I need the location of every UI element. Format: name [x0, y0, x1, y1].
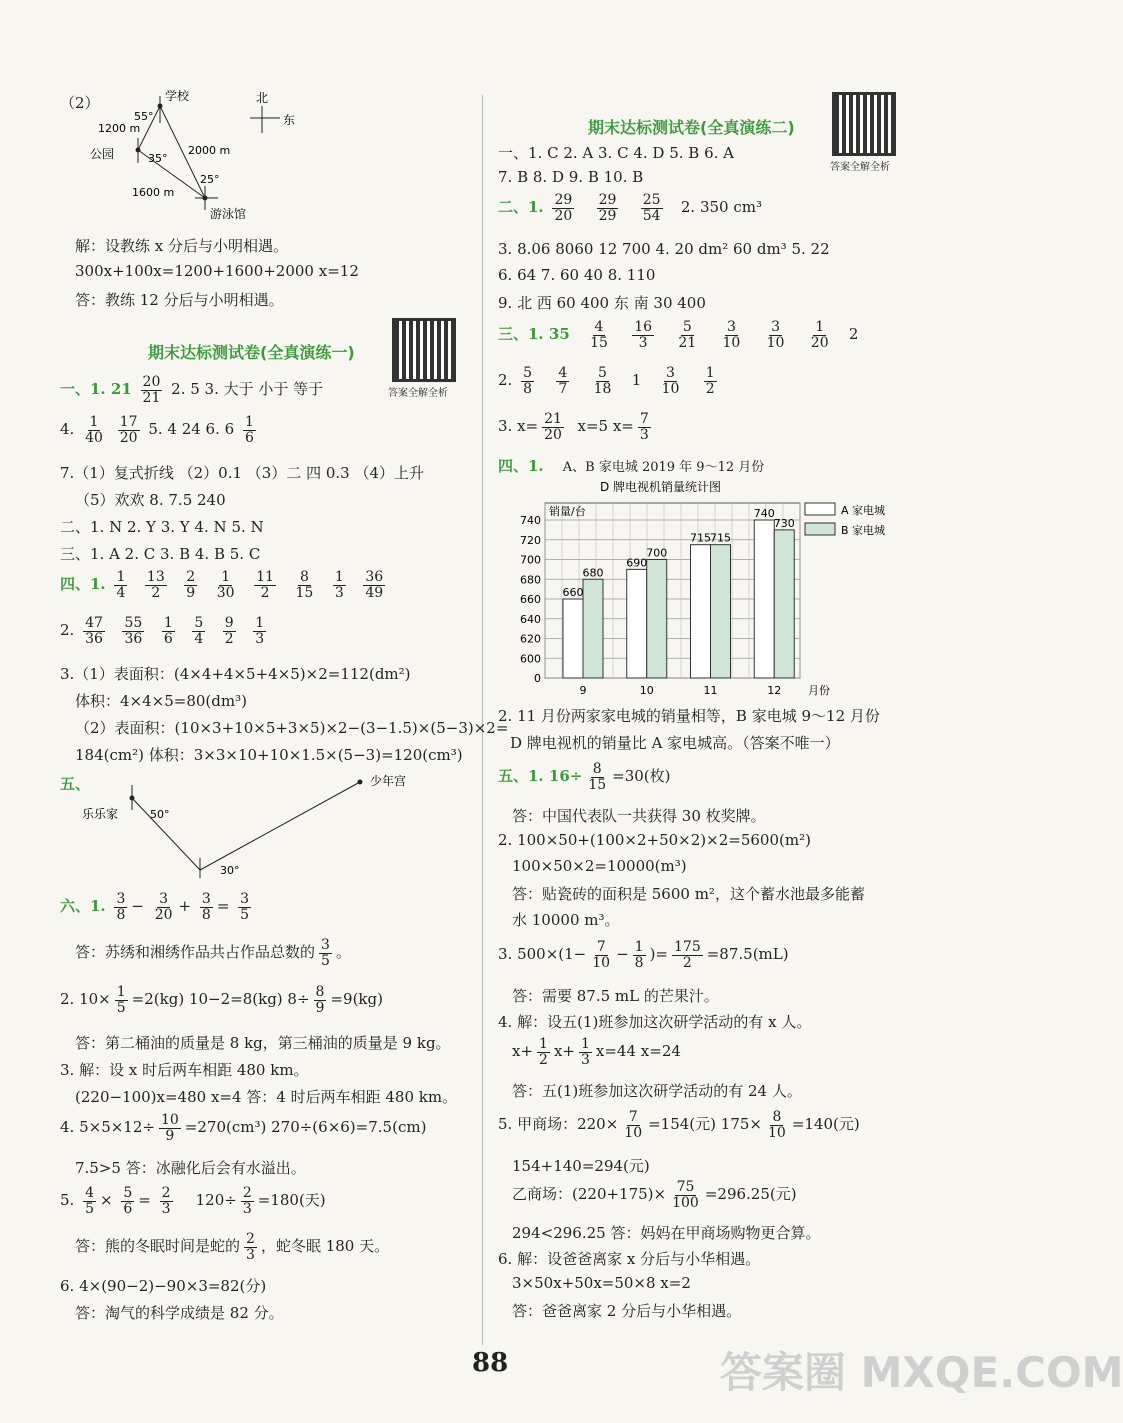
- answer-row-s14: 答：中国代表队一共获得 30 枚奖牌。: [512, 807, 766, 825]
- north-label: 北: [256, 91, 269, 105]
- answer-row-s26: 乙商场：(220+175)× $\frac{75}{100}$ =296.25(元): [512, 1179, 797, 1211]
- bar-value-label: 730: [773, 516, 795, 530]
- answer-row-s24: 5. 甲商场：220× $\frac{7}{10}$ =154(元) 175× $\frac{8}{10}$ =140(元): [498, 1109, 860, 1141]
- qr-code-icon: [832, 92, 896, 156]
- y-tick-label: 600: [520, 652, 541, 666]
- answer-row-s30: 答：爸爸离家 2 分后与小华相遇。: [512, 1302, 742, 1320]
- angle-label: 50°: [150, 808, 170, 821]
- answer-row-7: 四、1. $\frac{1}{4}$ $\frac{13}{2}$ $\frac{2}{9}$ $\frac{1}{30}$ $\frac{11}{2}$ $\frac{8}{15}$ $\frac{1}{3}$ $\frac{36}{49}$: [60, 569, 384, 601]
- bar: [691, 545, 711, 678]
- chart-title: D 牌电视机销量统计图: [600, 480, 722, 494]
- answer-row-18: 3. 解：设 x 时后两车相距 480 km。: [60, 1061, 309, 1079]
- palace-label: 少年宫: [370, 774, 407, 788]
- bar-value-label: 690: [626, 556, 648, 570]
- answer-row-23: 答：熊的冬眠时间是蛇的 $\frac{2}{3}$ ，蛇冬眠 180 天。: [75, 1231, 390, 1263]
- answer-row-s25: 154+140=294(元): [512, 1157, 650, 1175]
- answer-row-24: 6. 4×(90−2)−90×3=82(分): [60, 1277, 267, 1295]
- legend-swatch: [805, 503, 835, 515]
- answer-line: 答：教练 12 分后与小明相遇。: [75, 291, 284, 309]
- angle-label: 35°: [148, 152, 168, 165]
- answer-row-s9: 3. x= $\frac{21}{20}$ x=5 x= $\frac{7}{3}$: [498, 411, 649, 443]
- answer-row-20: 4. 5×5×12÷ $\frac{10}{9}$ =270(cm³) 270÷(6×6)=7.5(cm): [60, 1112, 427, 1144]
- section-title-1: 期末达标测试卷(全真演练一): [148, 343, 355, 362]
- home-label: 乐乐家: [82, 807, 119, 821]
- y-tick-label: 720: [520, 533, 541, 547]
- answer-row-s22: x+ $\frac{1}{2}$ x+ $\frac{1}{3}$ x=44 x=24: [512, 1036, 681, 1068]
- sub-question-label: （2）: [60, 94, 100, 112]
- answer-row-s1: 一、1. C 2. A 3. C 4. D 5. B 6. A: [498, 144, 734, 162]
- answer-row-12: 184(cm²) 体积：3×3×10+10×1.5×(5−3)=120(cm³): [75, 746, 463, 764]
- bar: [583, 579, 603, 678]
- bar: [563, 599, 583, 678]
- answer-row-s17: 答：贴瓷砖的面积是 5600 m²，这个蓄水池最多能蓄: [512, 885, 865, 903]
- distance-label: 1600 m: [132, 186, 175, 199]
- page-number: 88: [472, 1348, 509, 1378]
- answer-row-s16: 100×50×2=10000(m³): [512, 857, 687, 875]
- answer-row-9: 3.（1）表面积：(4×4+4×5+4×5)×2=112(dm²): [60, 665, 411, 683]
- y-tick-label: 700: [520, 553, 541, 567]
- park-label: 公园: [90, 147, 115, 161]
- bar-value-label: 700: [646, 546, 668, 560]
- answer-row-19: (220−100)x=480 x=4 答：4 时后两车相距 480 km。: [75, 1088, 458, 1106]
- answer-text: 2. 5 3. 大于 小于 等于: [171, 380, 324, 399]
- answer-row-s10: 四、1. A、B 家电城 2019 年 9～12 月份: [498, 457, 765, 475]
- legend-label: B 家电城: [841, 524, 886, 537]
- bar: [711, 545, 731, 678]
- bar: [774, 530, 794, 678]
- x-tick-label: 10: [639, 684, 654, 697]
- bar: [627, 569, 647, 678]
- distance-label: 1200 m: [98, 122, 141, 135]
- x-tick-label: 9: [579, 684, 587, 697]
- answer-row-s20: 答：需要 87.5 mL 的芒果汁。: [512, 987, 719, 1005]
- answer-row-s18: 水 10000 m³。: [512, 911, 620, 929]
- answer-row-21: 7.5>5 答：冰融化后会有水溢出。: [75, 1159, 306, 1177]
- answer-row-8: 2. $\frac{47}{36}$ $\frac{55}{36}$ $\frac{1}{6}$ $\frac{5}{4}$ $\frac{9}{2}$ $\frac{1}{3}$: [60, 615, 265, 647]
- school-label: 学校: [165, 89, 190, 103]
- bar-value-label: 680: [582, 566, 604, 580]
- answer-row-15: 答：苏绣和湘绣作品共占作品总数的 $\frac{3}{5}$ 。: [75, 937, 351, 969]
- qr-label: 答案全解全析: [830, 162, 890, 173]
- solution-line: 解：设教练 x 分后与小明相遇。: [75, 237, 288, 255]
- bar-value-label: 715: [710, 531, 731, 545]
- y-tick-label: 680: [520, 573, 541, 587]
- answer-row-s21: 4. 解：设五(1)班参加这次研学活动的有 x 人。: [498, 1013, 812, 1031]
- answer-row-25: 答：淘气的科学成绩是 82 分。: [75, 1304, 284, 1322]
- qr-label: 答案全解全析: [388, 388, 448, 399]
- answer-row-11: （2）表面积：(10×3+10×5+3×5)×2−(3−1.5)×(5−3)×2=: [75, 719, 509, 737]
- answer-row-s3: 二、1. $\frac{29}{20}$ $\frac{29}{29}$ $\frac{25}{54}$ 2. 350 cm³: [498, 192, 762, 224]
- answer-row-17: 答：第二桶油的质量是 8 kg，第三桶油的质量是 9 kg。: [75, 1034, 451, 1052]
- answer-row-6: 三、1. A 2. C 3. B 4. B 5. C: [60, 545, 261, 563]
- pool-label: 游泳馆: [210, 207, 247, 221]
- answer-row-22: 5. $\frac{4}{5}$ × $\frac{5}{6}$ = $\frac{2}{3}$ 120÷ $\frac{2}{3}$ =180(天): [60, 1185, 326, 1217]
- answer-row-s29: 3×50x+50x=50×8 x=2: [512, 1274, 691, 1292]
- answer-row-s13: 五、1. 16÷ $\frac{8}{15}$ =30(枚): [498, 761, 671, 793]
- answer-row-s6: 9. 北 西 60 400 东 南 30 400: [498, 294, 706, 312]
- answer-row-4: （5）欢欢 8. 7.5 240: [75, 491, 226, 509]
- legend-label: A 家电城: [841, 504, 886, 517]
- bar: [647, 560, 667, 679]
- legend-swatch: [805, 523, 835, 535]
- answer-row-s8: 2. $\frac{5}{8}$ $\frac{4}{7}$ $\frac{5}{18}$ 1 $\frac{3}{10}$ $\frac{1}{2}$: [498, 365, 715, 397]
- answer-row-10: 体积：4×4×5=80(dm³): [75, 692, 247, 710]
- y-tick-label: 640: [520, 612, 541, 626]
- route-diagram-1: [90, 88, 320, 228]
- answer-row-s2: 7. B 8. D 9. B 10. B: [498, 168, 644, 186]
- answer-row-s7: 三、1. 35 $\frac{4}{15}$ $\frac{16}{3}$ $\frac{5}{21}$ $\frac{3}{10}$ $\frac{3}{10}$ $\frac{1}{20}$ 2: [498, 319, 859, 351]
- answer-row-2: 4. $\frac{1}{40}$ $\frac{17}{20}$ 5. 4 24 6. 6 $\frac{1}{6}$: [60, 414, 254, 446]
- section-title-2: 期末达标测试卷(全真演练二): [588, 118, 795, 137]
- distance-label: 2000 m: [188, 144, 231, 157]
- bar-value-label: 660: [562, 586, 584, 599]
- y-tick-label: 620: [520, 632, 541, 646]
- equation-line: 300x+100x=1200+1600+2000 x=12: [75, 262, 359, 280]
- answer-text: 一、1. 21: [60, 380, 132, 399]
- y-axis-label: 销量/台: [549, 505, 586, 518]
- bar-chart: [505, 475, 925, 700]
- answer-row-s4: 3. 8.06 8060 12 700 4. 20 dm² 60 dm³ 5. 22: [498, 240, 830, 258]
- answer-row-3: 7.（1）复式折线 （2）0.1 （3）二 四 0.3 （4）上升: [60, 464, 425, 482]
- answer-row-s12: D 牌电视机的销量比 A 家电城高。（答案不唯一）: [510, 734, 840, 752]
- answer-row-16: 2. 10× $\frac{1}{5}$ =2(kg) 10−2=8(kg) 8÷ $\frac{8}{9}$ =9(kg): [60, 984, 383, 1016]
- qr-code-icon: [392, 318, 456, 382]
- section-label-5: 五、: [60, 775, 91, 793]
- bar-value-label: 740: [753, 507, 775, 520]
- y-tick-label: 660: [520, 593, 541, 606]
- x-axis-label: 月份: [808, 684, 830, 697]
- answer-row-s5: 6. 64 7. 60 40 8. 110: [498, 266, 656, 284]
- y-tick-label: 740: [520, 514, 541, 527]
- answer-row-s19: 3. 500×(1− $\frac{7}{10}$ − $\frac{1}{8}$ )= $\frac{175}{2}$ =87.5(mL): [498, 939, 789, 971]
- route-diagram-2: [80, 770, 410, 880]
- answer-row-s23: 答：五(1)班参加这次研学活动的有 24 人。: [512, 1082, 802, 1100]
- angle-label: 30°: [220, 864, 240, 877]
- bar-value-label: 715: [690, 531, 711, 545]
- y-tick-label: 0: [534, 672, 541, 685]
- bar: [754, 520, 774, 678]
- watermark: 答案圈 MXQE.COM: [720, 1348, 1123, 1397]
- answer-row-s15: 2. 100×50+(100×2+50×2)×2=5600(m²): [498, 831, 811, 849]
- x-tick-label: 12: [767, 684, 782, 697]
- answer-row-s11: 2. 11 月份两家家电城的销量相等，B 家电城 9～12 月份: [498, 707, 880, 725]
- angle-label: 55°: [134, 110, 154, 123]
- angle-label: 25°: [200, 173, 220, 186]
- answer-row-5: 二、1. N 2. Y 3. Y 4. N 5. N: [60, 518, 264, 536]
- east-label: 东: [283, 113, 296, 127]
- answer-row-1: [60, 375, 323, 405]
- answer-row-s27: 294<296.25 答：妈妈在甲商场购物更合算。: [512, 1224, 821, 1242]
- fraction: $\frac{20}{21}$: [142, 374, 161, 406]
- x-tick-label: 11: [703, 684, 718, 697]
- answer-row-s28: 6. 解：设爸爸离家 x 分后与小华相遇。: [498, 1250, 761, 1268]
- answer-row-14: 六、1. $\frac{3}{8}$ − $\frac{3}{20}$ + $\frac{3}{8}$ = $\frac{3}{5}$: [60, 891, 250, 923]
